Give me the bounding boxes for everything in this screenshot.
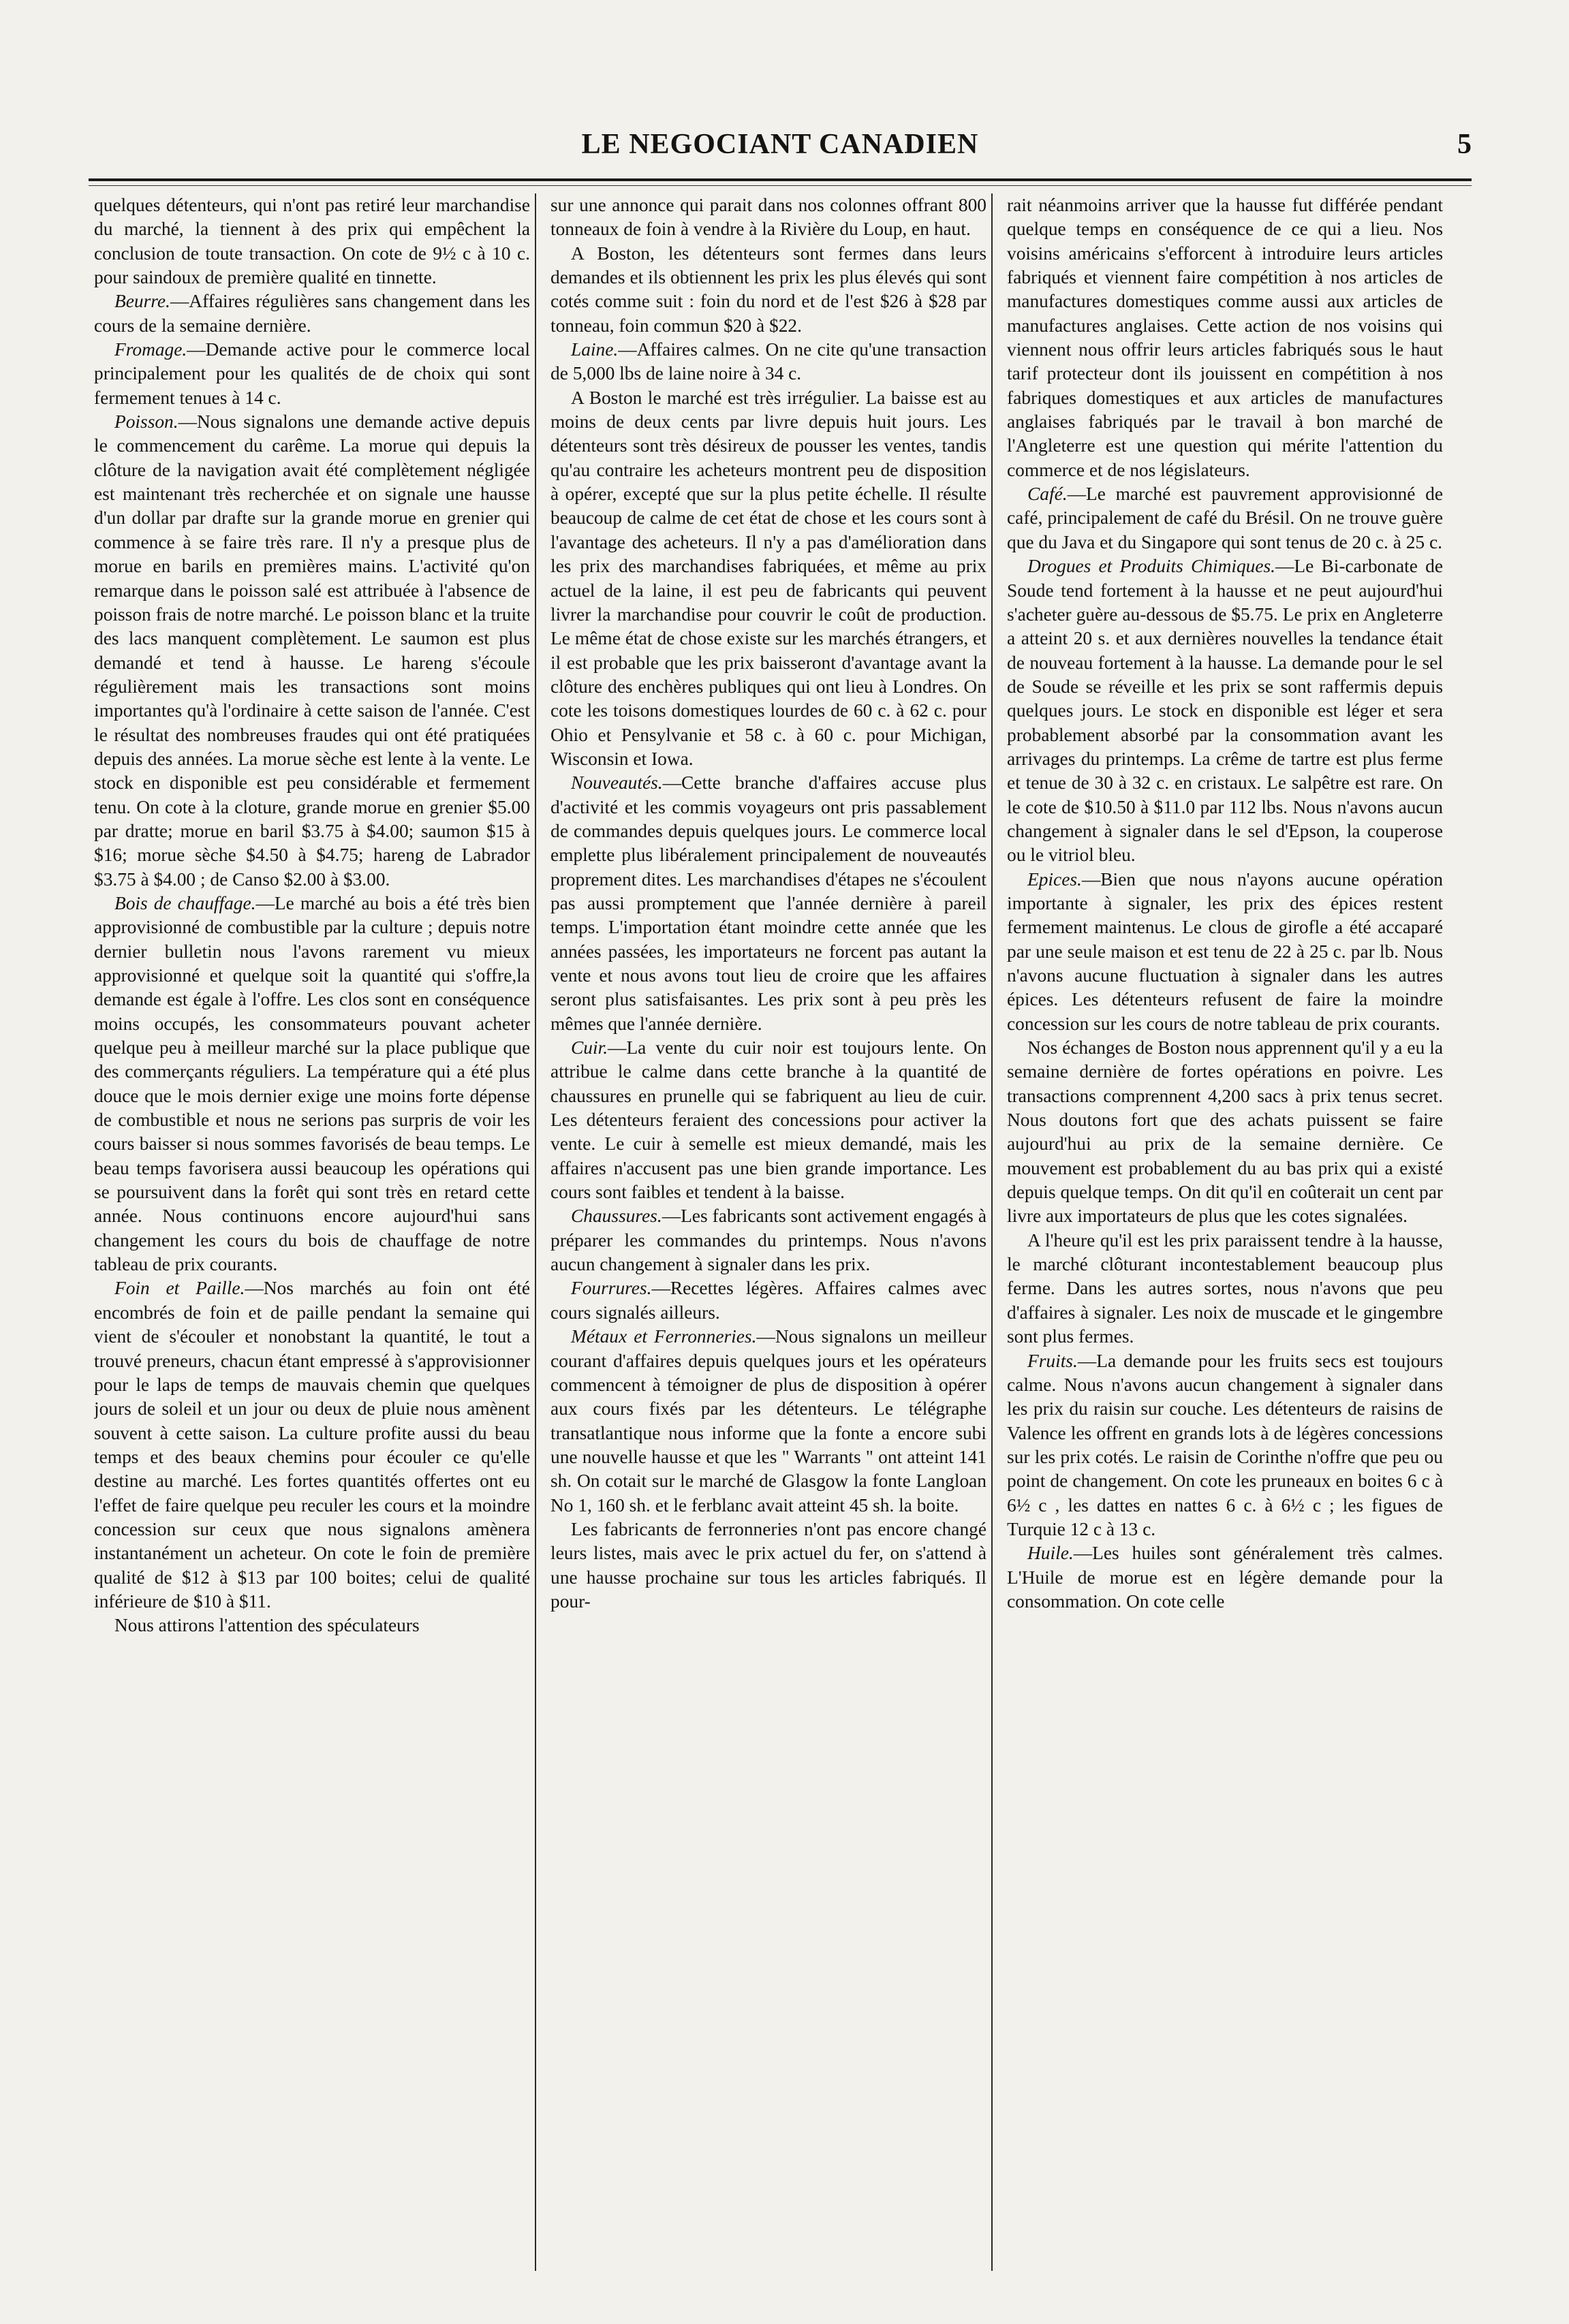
paragraph-text: —Nous signalons une demande active depuis le commencement du carême. La morue qui depuis la clôture de la navigation avait été complètement négligée est maintenant très recherchée et on signale une hausse d'un dollar par drafte sur la grande morue en grenier qui commence à se faire très rare. Il n'y a presque plus de morue en barils en premières mains. L'activité qu'on remarque dans le poisson salé est attribuée à l'absence de poisson frais de notre marché. Le poisson blanc et la truite des lacs manquent complètement. Le saumon est plus demandé et tend à hausse. Le hareng s'écoule régulièrement mais les transactions sont moins importantes qu'à l'ordinaire à cette saison de l'année. C'est le résultat des nombreuses fraudes qui ont été pratiquées depuis des années. La morue sèche est lente à la vente. Le stock en disponible est peu considérable et fermement tenu. On cote à la cloture, grande morue en grenier $5.00 par dratte; morue en baril $3.75 à $4.00; saumon $15 à $16; morue sèche $4.50 à $4.75; hareng de Labrador $3.75 à $4.00 ; de Canso $2.00 à $3.00. [94,411,530,890]
article-paragraph [1007,1349,1443,1542]
article-paragraph [550,338,987,386]
paragraph-text: —Nos marchés au foin ont été encombrés de foin et de paille pendant la semaine qui vient de s'écouler et nonobstant la quantité, le tout a trouvé preneurs, chacun étant empressé à s'approvisionner pour le laps de temps de mauvais chemin que quelques jours de soleil et un jour ou deux de pluie nous amènent souvent à cette saison. La culture profite aussi du beau temps et des beaux chemins pour écouler ce qu'elle destine au marché. Les fortes quantités offertes ont eu l'effet de faire quelque peu reculer les cours et la moindre concession sur ceux que nous signalons amènera instantanément un acheteur. On cote le foin de première qualité de $12 à $13 par 100 boites; celui de qualité inférieure de $10 à $11. [94,1278,530,1612]
section-heading: Drogues et Produits Chimiques. [1027,556,1276,577]
section-heading: Fruits. [1027,1350,1078,1371]
paragraph-text: —Les huiles sont généralement très calmes. L'Huile de morue est en légère demande pour la consommation. On cote celle [1007,1543,1443,1612]
article-paragraph [94,410,530,892]
newspaper-title: LE NEGOCIANT CANADIEN [581,129,979,160]
paragraph-text: —La vente du cuir noir est toujours lente. On attribue le calme dans cette branche à la quantité de chaussures en prunelle qui se fabriquent au lieu de cuir. Les détenteurs feraient des concessions pour activer la vente. Le cuir à semelle est mieux demandé, mais les affaires n'accusent pas une bien grande importance. Les cours sont faibles et tendent à la baisse. [550,1037,987,1203]
paragraph-text: Nous attirons l'attention des spéculateurs [114,1615,420,1636]
section-heading: Chaussures. [571,1206,662,1227]
article-paragraph [550,1036,987,1204]
paragraph-text: A Boston, les détenteurs sont fermes dans leurs demandes et ils obtiennent les prix les plus élevés qui sont cotés comme suit : foin du nord et de l'est $26 à $28 par tonneau, foin commun $20 à $22. [550,242,987,336]
column-divider [991,193,993,2271]
paragraph-text: —Nous signalons un meilleur courant d'affaires depuis quelques jours et les opérateurs commencent à témoigner de plus de disposition à opérer aux cours fixés par les détenteurs. Le télégraphe transatlantique nous informe que la fonte a encore subi une nouvelle hausse et que les " Warrants " ont atteint 141 sh. On cotait sur le marché de Glasgow la fonte Langloan No 1, 160 sh. et le ferblanc avait atteint 45 sh. la boite. [550,1326,987,1516]
section-heading: Beurre. [114,291,170,312]
section-heading: Foin et Paille. [114,1278,245,1299]
article-paragraph [1007,482,1443,554]
article-paragraph [1007,1036,1443,1229]
page-header [89,128,1472,169]
article-paragraph [550,1518,987,1614]
paragraph-text: —Le marché au bois a été très bien approvisionné de combustible par la culture ; depuis notre dernier bulletin nous l'avons rarement vu mieux approvisionné et quelque soit la quantité qui s'offre,la demande est égale à l'offre. Les clos sont en conséquence moins occupés, les consommateurs pouvant acheter quelque peu à meilleur marché sur la place publique que des commerçants réguliers. La température qui a été plus douce que le mois dernier exige une moins forte dépense de combustible et nous ne serions pas surpris de voir les cours baisser si nous sommes favorisés de beau temps. Le beau temps favorisera aussi beaucoup les opérations qui se poursuivent dans la forêt qui sont très en retard cette année. Nous continuons encore aujourd'hui sans changement les cours du bois de chauffage de notre tableau de prix courants. [94,892,530,1275]
article-paragraph [1007,1229,1443,1349]
article-paragraph [550,242,987,338]
section-heading: Cuir. [571,1037,608,1058]
article-paragraph [94,1614,530,1637]
section-heading: Huile. [1027,1543,1074,1564]
article-paragraph [94,892,530,1277]
article-paragraph [550,386,987,772]
article-paragraph [550,193,987,242]
article-paragraph [1007,868,1443,1036]
paragraph-text: —Affaires calmes. On ne cite qu'une transaction de 5,000 lbs de laine noire à 34 c. [550,339,987,384]
section-heading: Bois de chauffage. [114,892,256,913]
page-number: 5 [1457,129,1472,160]
header-rule [89,178,1472,181]
header-rule-thin [89,185,1472,186]
section-heading: Nouveautés. [571,772,663,794]
section-heading: Fromage. [114,339,187,360]
paragraph-text: —Bien que nous n'ayons aucune opération importante à signaler, les prix des épices restent fermement maintenus. Le clous de girofle a été accaparé par une seule maison et est tenu de 22 à 25 c. par lb. Nous n'avons aucune fluctuation à signaler dans les autres épices. Les détenteurs refusent de faire la moindre concession sur les cours de notre tableau de prix courants. [1007,868,1443,1034]
paragraph-text: —Les fabricants sont activement engagés à préparer les commandes du printemps. Nous n'avons aucun changement à signaler dans les prix. [550,1206,987,1275]
article-paragraph [94,289,530,338]
section-heading: Poisson. [114,411,178,433]
paragraph-text: A l'heure qu'il est les prix paraissent tendre à la hausse, le marché clôturant incontestablement beaucoup plus ferme. Dans les autres sortes, nous n'avons que peu d'affaires à signaler. Les noix de muscade et le gingembre sont plus fermes. [1007,1229,1443,1347]
column-divider [535,193,536,2271]
paragraph-text: —Cette branche d'affaires accuse plus d'activité et les commis voyageurs ont pris passablement de commandes depuis quelques jours. Le commerce local emplette plus libéralement principalement de nouveautés proprement dites. Les marchandises d'étapes ne s'écoulent pas aussi promptement que l'année dernière à pareil temps. L'importation étant moindre cette année que les années passées, les importateurs ne forcent pas autant la vente et nous avons tout lieu de croire que les affaires seront plus satisfaisantes. Les prix sont à peu près les mêmes que l'année dernière. [550,772,987,1034]
section-heading: Métaux et Ferronneries. [571,1326,757,1347]
article-paragraph [1007,193,1443,482]
article-paragraph [1007,554,1443,867]
paragraph-text: —Demande active pour le commerce local principalement pour les qualités de de choix qui sont fermement tenues à 14 c. [94,339,530,408]
article-paragraph [550,771,987,1036]
article-paragraph [94,193,530,289]
section-heading: Laine. [571,339,619,360]
column-3 [1007,193,1443,2271]
article-paragraph [550,1325,987,1518]
paragraph-text: —Recettes légères. Affaires calmes avec cours signalés ailleurs. [550,1278,987,1323]
paragraph-text: —La demande pour les fruits secs est toujours calme. Nous n'avons aucun changement à signaler dans les prix du raisin sur couche. Les détenteurs de raisins de Valence les offrent en grands lots à de légères concessions sur les prix cotés. Le raisin de Corinthe n'offre que peu ou point de changement. On cote les pruneaux en boites 6 c à 6½ c , les dattes en nattes 6 c. à 6½ c ; les figues de Turquie 12 c à 13 c. [1007,1350,1443,1539]
paragraph-text: —Le Bi-carbonate de Soude tend fortement à la hausse et ne peut aujourd'hui s'acheter guère au-dessous de $5.75. Le prix en Angleterre a atteint 20 s. et aux dernières nouvelles la tendance était de nouveau fortement à la hausse. La demande pour le sel de Soude se réveille et les prix se sont raffermis depuis quelques jours. Le stock en disponible est léger et sera probablement absorbé par la consommation avant les arrivages du printemps. La crême de tartre est plus ferme et tenue de 30 à 32 c. en cristaux. Le salpêtre est rare. On le cote de $10.50 à $11.0 par 112 lbs. Nous n'avons aucun changement à signaler dans le sel d'Epson, la couperose ou le vitriol bleu. [1007,556,1443,866]
paragraph-text: rait néanmoins arriver que la hausse fut différée pendant quelque temps en conséquence de ce qui a lieu. Nos voisins américains s'efforcent à introduire leurs articles fabriqués et viennent faire compétition à nos articles de manufactures domestiques comme aussi aux articles de manufactures anglaises. Cette action de nos voisins qui viennent nous offrir leurs articles fabriqués sous le haut tarif protecteur dont ils jouissent en compétition à nos fabriques domestiques et aux articles de manufactures anglaises fabriqués par le travail à bon marché de l'Angleterre est une question qui mérite l'attention du commerce et de nos législateurs. [1007,195,1443,480]
section-heading: Fourrures. [571,1278,652,1299]
paragraph-text: sur une annonce qui parait dans nos colonnes offrant 800 tonneaux de foin à vendre à la Rivière du Loup, en haut. [550,195,987,240]
section-heading: Café. [1027,484,1068,505]
paragraph-text: —Affaires régulières sans changement dans les cours de la semaine dernière. [94,291,530,336]
article-paragraph [1007,1541,1443,1614]
paragraph-text: quelques détenteurs, qui n'ont pas retiré leur marchandise du marché, la tiennent à des prix qui empêchent la conclusion de toute transaction. On cote de 9½ c à 10 c. pour saindoux de première qualité en tinnette. [94,195,530,288]
column-2 [550,193,987,2271]
section-heading: Epices. [1027,868,1082,890]
article-paragraph [550,1204,987,1276]
paragraph-text: Les fabricants de ferronneries n'ont pas encore changé leurs listes, mais avec le prix actuel du fer, on s'attend à une hausse prochaine sur tous les articles fabriqués. Il pour- [550,1518,987,1612]
article-paragraph [94,338,530,410]
column-1 [94,193,530,2271]
article-paragraph [94,1276,530,1614]
paragraph-text: Nos échanges de Boston nous apprennent qu'il y a eu la semaine dernière de fortes opérations en poivre. Les transactions comprennent 4,200 sacs à prix tenus secret. Nous doutons fort que des achats puissent se faire aujourd'hui au prix de la semaine dernière. Ce mouvement est probablement du au bas prix qui a existé depuis quelque temps. On dit qu'il en coûterait un cent par livre aux importateurs de plus que les cotes signalées. [1007,1037,1443,1227]
paragraph-text: —Le marché est pauvrement approvisionné de café, principalement de café du Brésil. On ne trouve guère que du Java et du Singapore qui sont tenus de 20 c. à 25 c. [1007,484,1443,552]
paragraph-text: A Boston le marché est très irrégulier. La baisse est au moins de deux cents par livre depuis huit jours. Les détenteurs sont très désireux de pousser les ventes, tandis qu'au contraire les acheteurs montrent peu de disposition à opérer, excepté que sur la plus petite échelle. Il résulte beaucoup de calme de cet état de chose et les cours sont à l'avantage des acheteurs. Il n'y a pas d'amélioration dans les prix des marchandises fabriquées, et même au prix actuel de la laine, il est peu de fabricants qui peuvent livrer la marchandise pour couvrir le coût de production. Le même état de chose existe sur les marchés étrangers, et il est probable que les prix baisseront d'avantage avant la clôture des enchères publiques qui ont lieu à Londres. On cote les toisons domestiques lourdes de 60 c. à 62 c. pour Ohio et Pensylvanie et 58 c. à 60 c. pour Michigan, Wisconsin et Iowa. [550,387,987,769]
article-paragraph [550,1276,987,1325]
